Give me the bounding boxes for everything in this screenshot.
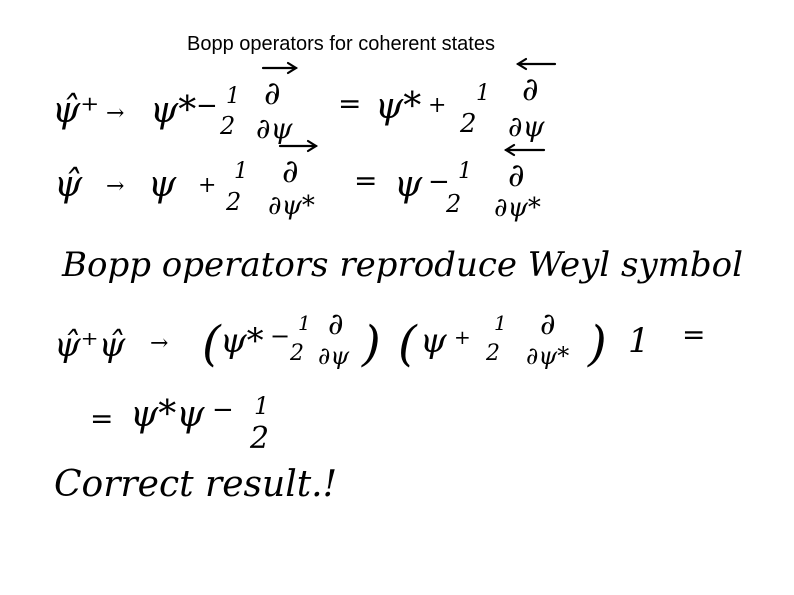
- partial-numerator: ∂: [282, 152, 299, 190]
- operator-product: ψ̂⁺ψ̂: [54, 325, 126, 365]
- psi: ψ: [148, 164, 177, 205]
- psi-star-rhs: ψ*: [375, 86, 422, 127]
- partial-numerator: ∂: [328, 307, 344, 342]
- half-denominator: 2: [290, 341, 304, 366]
- open-paren-1: (: [202, 316, 221, 372]
- half-denominator: 2: [226, 188, 242, 216]
- half-numerator-rhs: 1: [476, 81, 490, 106]
- partial-numerator-rhs: ∂: [522, 70, 539, 108]
- partial-denominator: ∂ψ*: [268, 191, 315, 221]
- psi-rhs: ψ: [394, 164, 423, 205]
- psi-star: ψ*: [220, 321, 264, 361]
- close-paren-1: ): [362, 316, 381, 372]
- psi-star-psi: ψ*ψ: [130, 394, 205, 435]
- equals-sign: =: [682, 318, 706, 351]
- close-paren-2: ): [588, 316, 607, 372]
- equation-line-2: [54, 141, 544, 223]
- equation-line-3: [54, 307, 705, 372]
- partial-denominator: ∂ψ: [256, 112, 293, 145]
- partial-denominator-rhs: ∂ψ*: [494, 193, 541, 223]
- plus-sign: +: [428, 93, 447, 118]
- operator-psi: ψ̂: [54, 164, 83, 205]
- minus-sign: −: [196, 91, 218, 121]
- half-denominator-rhs: 2: [446, 190, 462, 218]
- half-denominator-rhs: 2: [460, 109, 477, 139]
- operator-psi-dagger: ψ̂⁺: [52, 90, 100, 131]
- half-denominator-rhs: 2: [486, 341, 500, 366]
- half-numerator-rhs: 1: [458, 159, 472, 184]
- equals-sign: =: [354, 164, 378, 197]
- half-numerator: 1: [298, 311, 311, 335]
- equals-sign: =: [338, 87, 362, 120]
- half-denominator: 2: [220, 112, 236, 140]
- minus-sign: −: [428, 167, 450, 197]
- identity-one: 1: [628, 321, 650, 361]
- slide-title: Bopp operators for coherent states: [187, 33, 495, 55]
- partial-numerator-rhs: ∂: [508, 156, 525, 194]
- open-paren-2: (: [398, 316, 417, 372]
- plus-sign: +: [454, 325, 471, 349]
- partial-denominator-rhs: ∂ψ: [508, 110, 545, 143]
- equation-line-1: [52, 59, 555, 145]
- partial-numerator-rhs: ∂: [540, 307, 556, 342]
- partial-denominator-rhs: ∂ψ*: [526, 342, 570, 370]
- half-numerator: 1: [254, 392, 270, 420]
- arrow: →: [106, 101, 125, 126]
- minus-sign: −: [270, 322, 291, 350]
- equation-line-4: [90, 392, 269, 456]
- half-numerator: 1: [234, 159, 248, 184]
- psi-star: ψ*: [150, 90, 197, 131]
- partial-denominator: ∂ψ: [318, 342, 350, 370]
- half-numerator: 1: [226, 84, 240, 109]
- equals-sign: =: [90, 402, 114, 435]
- arrow: →: [150, 331, 169, 356]
- conclusion-text: Correct result.!: [54, 464, 338, 505]
- bopp-sentence: Bopp operators reproduce Weyl symbol: [62, 245, 743, 285]
- half-numerator-rhs: 1: [494, 311, 507, 335]
- plus-sign: +: [198, 173, 217, 198]
- partial-numerator: ∂: [264, 74, 281, 112]
- psi: ψ: [420, 321, 447, 361]
- half-denominator: 2: [250, 421, 270, 456]
- arrow: →: [106, 174, 125, 199]
- minus-sign: −: [212, 395, 234, 425]
